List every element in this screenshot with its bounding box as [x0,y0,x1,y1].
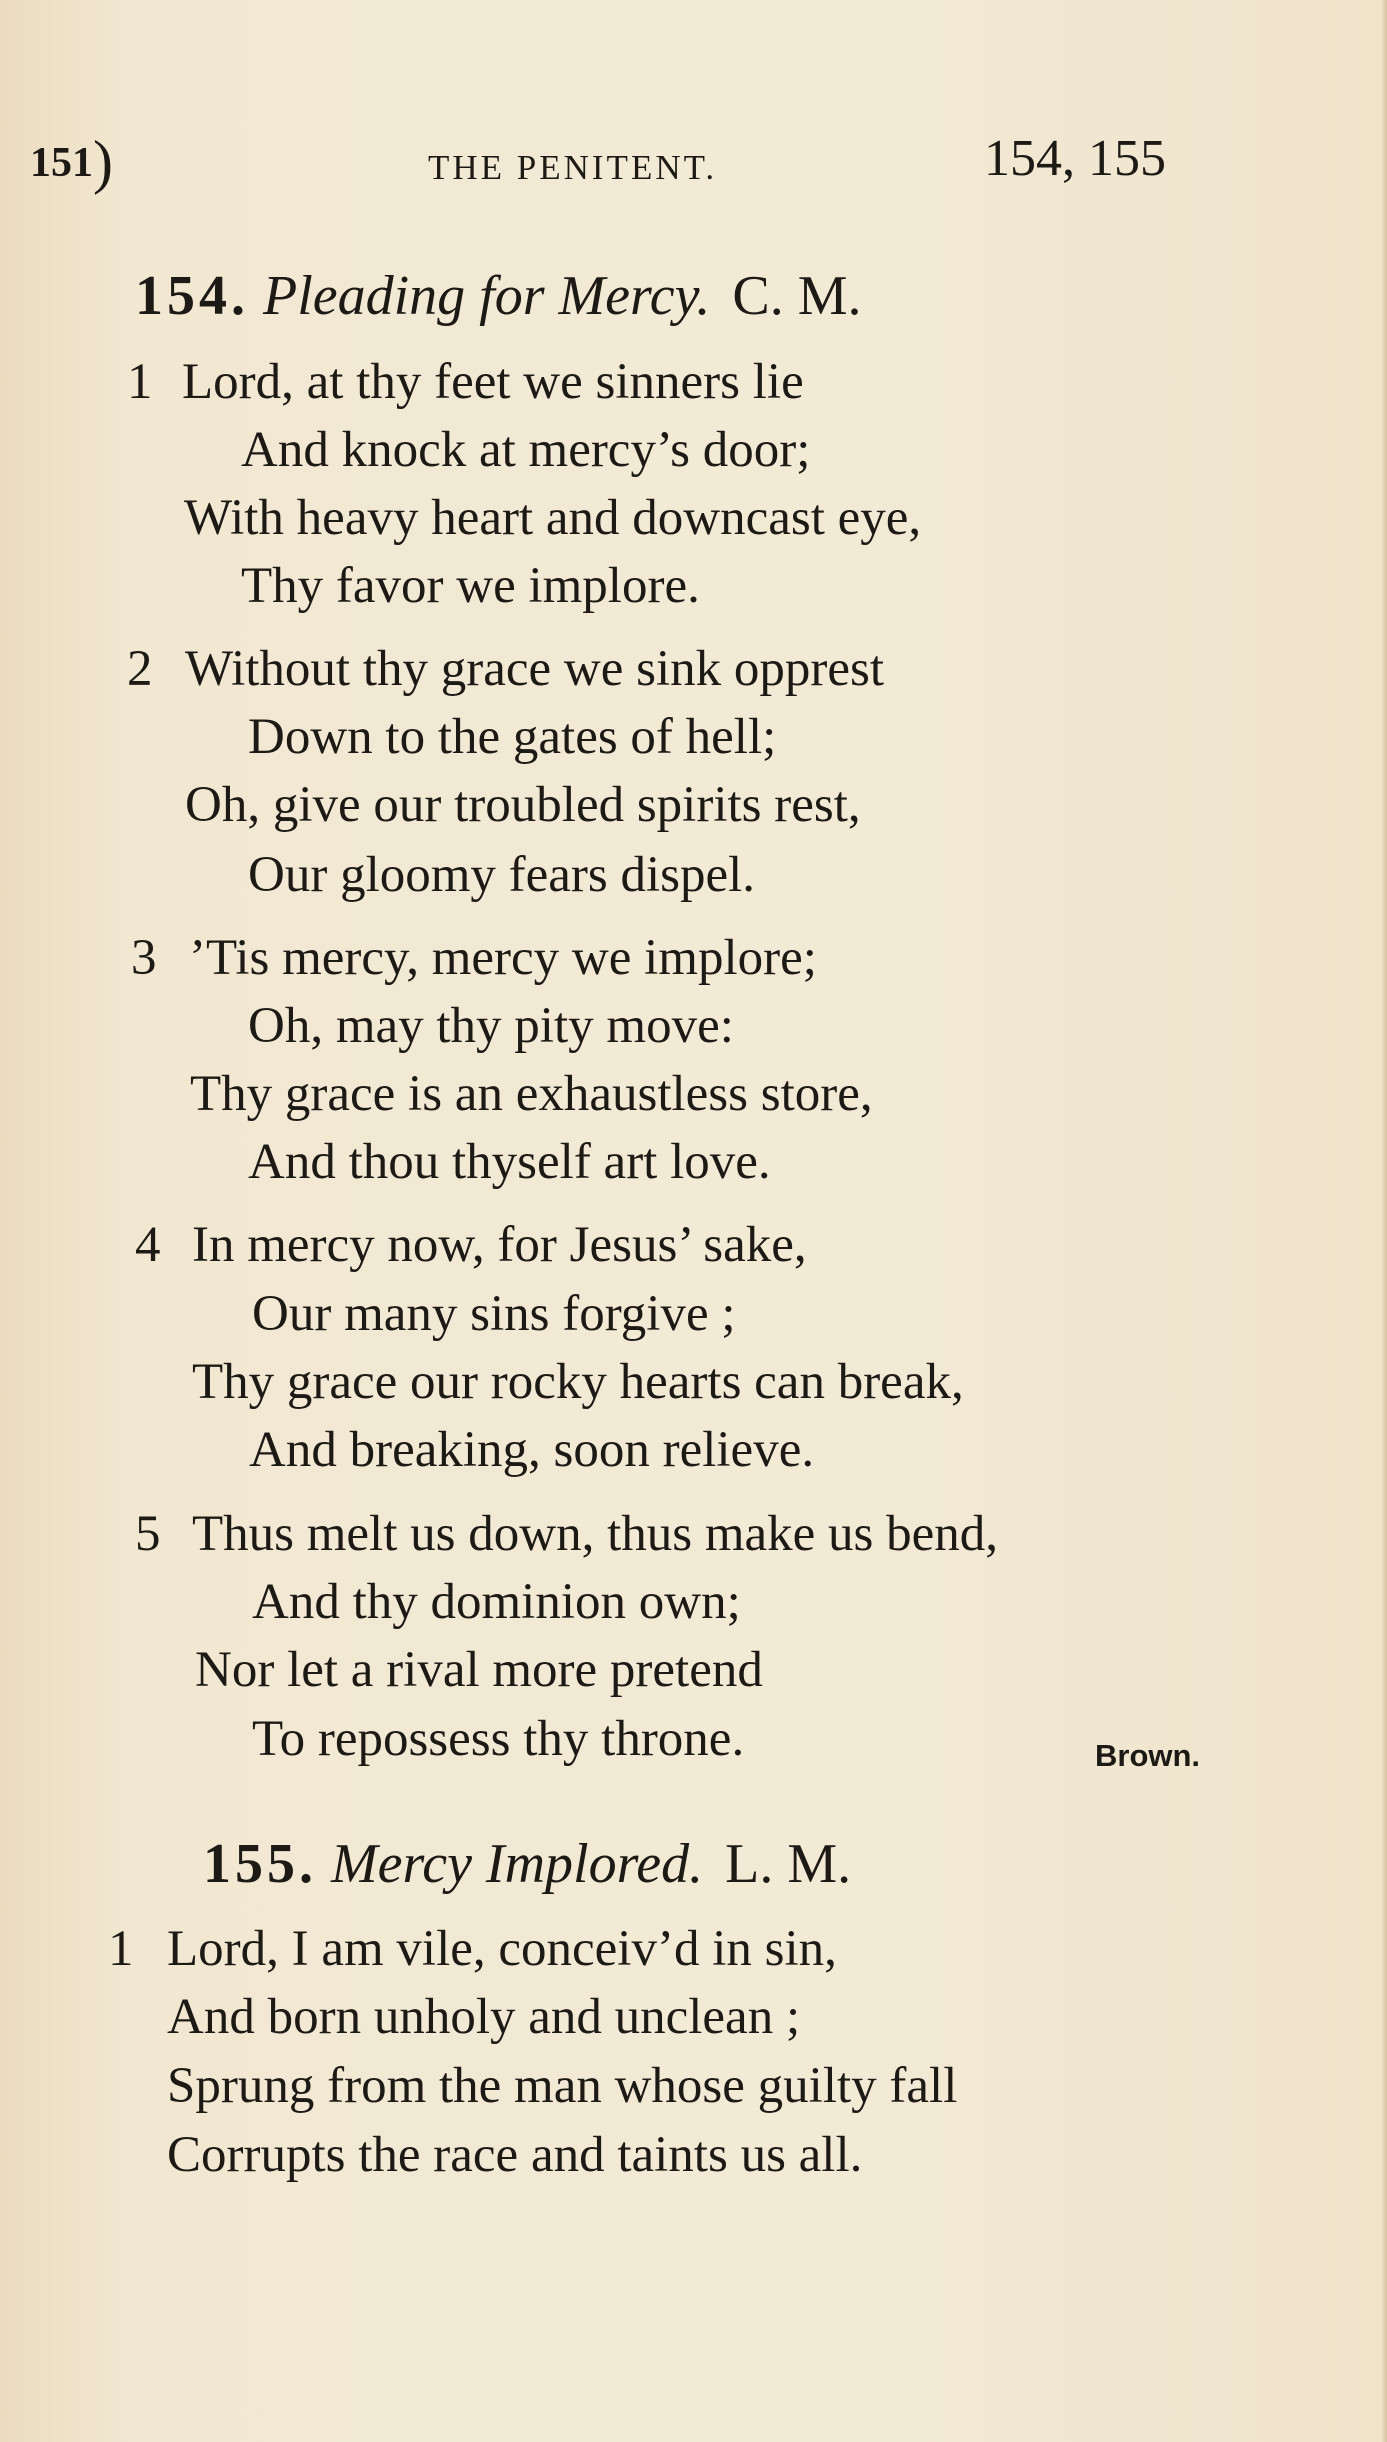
verse-line: And thy dominion own; [252,1574,741,1630]
verse-number: 1 [127,354,153,410]
verse-line: Sprung from the man whose guilty fall [167,2058,958,2114]
verse-line: In mercy now, for Jesus’ sake, [192,1217,807,1273]
verse-number: 3 [131,930,157,986]
header-page-number-text: 151 [30,140,93,186]
verse-line: Oh, give our troubled spirits rest, [185,777,861,833]
verse-line: Thy grace our rocky hearts can break, [192,1354,964,1410]
verse-line: Thy grace is an exhaustless store, [190,1066,873,1122]
verse-line: And breaking, soon relieve. [249,1422,815,1478]
verse-line: With heavy heart and downcast eye, [184,490,922,546]
verse-line: Thus melt us down, thus make us bend, [192,1506,999,1562]
verse-number: 5 [135,1506,161,1562]
verse-line: And thou thyself art love. [248,1134,771,1190]
verse-line: Nor let a rival more pretend [195,1642,763,1698]
verse-line: Down to the gates of hell; [248,709,777,765]
hymn-title: Pleading for Mercy. [263,265,711,327]
verse-line: ’Tis mercy, mercy we implore; [189,930,817,986]
hymn-title: Mercy Implored. [331,1833,704,1895]
header-hymn-range: 154, 155 [984,130,1166,187]
verse-line: And knock at mercy’s door; [241,422,811,478]
hymn-154-heading [135,265,862,327]
verse-line: Our gloomy fears dispel. [248,847,756,903]
header-page-number [30,129,113,195]
page-edge-shadow [1381,0,1387,2442]
verse-line: Our many sins forgive ; [252,1286,736,1342]
running-title: THE PENITENT. [428,148,718,187]
verse-line: Lord, at thy feet we sinners lie [182,354,804,410]
verse-line: To repossess thy throne. [252,1711,745,1767]
verse-line: Without thy grace we sink opprest [185,641,885,697]
hymn-155-heading [203,1833,852,1895]
header-paren: ) [93,129,113,195]
verse-line: Thy favor we implore. [241,558,700,614]
hymn-author: Brown. [1095,1738,1201,1773]
hymn-meter: L. M. [725,1833,852,1895]
verse-number: 1 [108,1921,134,1977]
hymn-number: 154. [135,265,249,327]
hymn-meter: C. M. [732,265,862,327]
verse-line: Corrupts the race and taints us all. [167,2127,863,2183]
verse-number: 4 [135,1217,161,1273]
hymn-number: 155. [203,1833,317,1895]
verse-line: And born unholy and unclean ; [167,1989,801,2045]
verse-line: Oh, may thy pity move: [248,998,734,1054]
verse-line: Lord, I am vile, conceiv’d in sin, [167,1921,837,1977]
verse-number: 2 [127,641,153,697]
